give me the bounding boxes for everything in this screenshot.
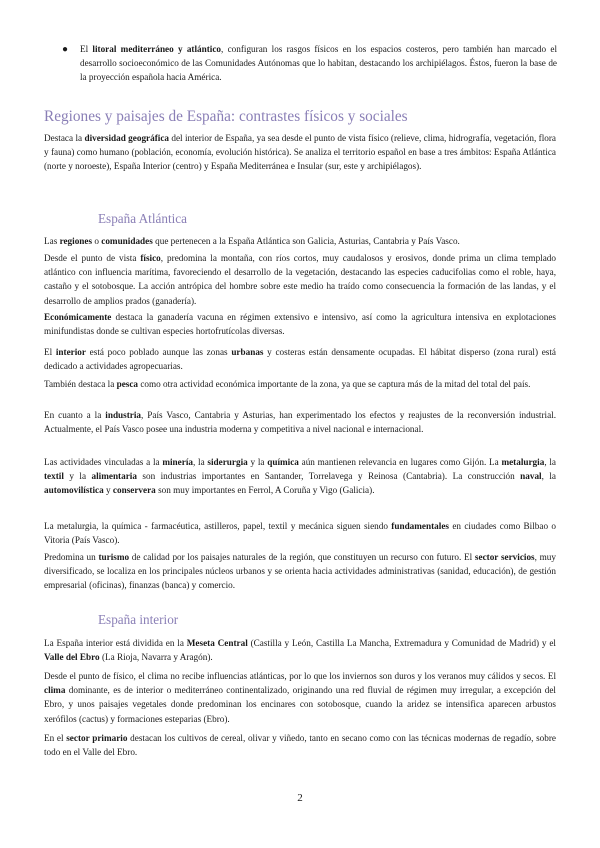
- atlantica-paragraph-6: En cuanto a la industria, País Vasco, Cantabria y Asturias, han experimentado los efectos y reajustes de la reconversión industrial. Actualmente, el País Vasco posee una industria moderna y competitiva a nivel nacional e internacional.: [44, 410, 557, 435]
- bullet-text: El litoral mediterráneo y atlántico, configuran los rasgos físicos en los espacios costeros, pero también han marcado el desarrollo socioeconómico de las Comunidades Autónomas que lo habitan, destacando los archipiélagos. Éstos, fueron la base de la proyección española hacia América.: [80, 44, 557, 83]
- intro-paragraph: Destaca la diversidad geográfica del interior de España, ya sea desde el punto de vista físico (relieve, clima, hidrografía, vegetación, flora y fauna) como humano (población, economía, evolución histórica). Se analiza el territorio español en base a tres ámbitos: España Atlántica (norte y noroeste), España Interior (centro) y España Mediterránea e Insular (sur, este y archipiélagos).: [44, 133, 556, 172]
- atlantica-paragraph-4: El interior está poco poblado aunque las zonas urbanas y costeras están densamente ocupadas. El hábitat disperso (zona rural) está dedicado a actividades agropecuarias.: [44, 347, 556, 372]
- atlantica-paragraph-8: La metalurgia, la química - farmacéutica, astilleros, papel, textil y mecánica siguen siendo fundamentales en ciudades como Bilbao o Vitoria (País Vasco).: [44, 521, 556, 546]
- page-number: 2: [297, 792, 303, 804]
- bullet-dot-icon: ●: [62, 44, 69, 55]
- interior-paragraph-2: Desde el punto de físico, el clima no recibe influencias atlánticas, por lo que los inviernos son duros y los veranos muy cálidos y secos. El clima dominante, es de interior o mediterráneo continentalizado, originando una red fluvial de régimen muy irregular, a excepción del Ebro, y unos paisajes vegetales donde predominan los encinares con sotobosque, cuando la aridez se intensifica aparecen arbustos xerófilos (cactus) y formaciones esteparias (Ebro).: [44, 671, 556, 724]
- bullet-item: [62, 42, 557, 85]
- subsection-title-atlantica: España Atlántica: [98, 211, 187, 226]
- atlantica-paragraph-5: También destaca la pesca como otra actividad económica importante de la zona, ya que se captura más de la mitad del total del país.: [44, 379, 531, 389]
- atlantica-paragraph-3: Económicamente destaca la ganadería vacuna en régimen extensivo e intensivo, así como la agricultura intensiva en explotaciones minifundistas donde se cultivan especies hortofrutícolas diversas.: [44, 312, 556, 337]
- atlantica-paragraph-9: Predomina un turismo de calidad por los paisajes naturales de la región, que constituyen un recurso con futuro. El sector servicios, muy diversificado, se localiza en los principales núcleos urbanos y se orienta hacia actividades administrativas (sanidad, educación), de gestión empresarial (oficinas), finanzas (banca) y comercio.: [44, 552, 556, 591]
- atlantica-paragraph-2: Desde el punto de vista físico, predomina la montaña, con ríos cortos, muy caudalosos y erosivos, donde prima un clima templado atlántico con influencia marítima, favoreciendo el desarrollo de la vegetación, destacando las especies caducifolias como el roble, haya, castaño y el sotobosque. La acción antrópica del hombre sobre este medio ha traído como consecuencia la formación de las landas, y el desarrollo de amplios prados (ganadería).: [44, 253, 556, 306]
- section-title: Regiones y paisajes de España: contrastes físicos y sociales: [44, 108, 408, 125]
- interior-paragraph-3: En el sector primario destacan los cultivos de cereal, olivar y viñedo, tanto en secano como con las técnicas modernas de regadío, sobre todo en el Valle del Ebro.: [44, 733, 556, 758]
- interior-paragraph-1: La España interior está dividida en la Meseta Central (Castilla y León, Castilla La Mancha, Extremadura y Comunidad de Madrid) y el Valle del Ebro (La Rioja, Navarra y Aragón).: [44, 638, 556, 663]
- atlantica-paragraph-7: Las actividades vinculadas a la minería, la siderurgia y la química aún mantienen relevancia en lugares como Gijón. La metalurgia, la textil y la alimentaria son industrias importantes en Santander, Torrelavega y Reinosa (Cantabria). La construcción naval, la automovilística y conservera son muy importantes en Ferrol, A Coruña y Vigo (Galicia).: [44, 457, 556, 496]
- subsection-title-interior: España interior: [98, 612, 179, 627]
- atlantica-paragraph-1: Las regiones o comunidades que pertenecen a la España Atlántica son Galicia, Asturias, Cantabria y País Vasco.: [44, 236, 460, 246]
